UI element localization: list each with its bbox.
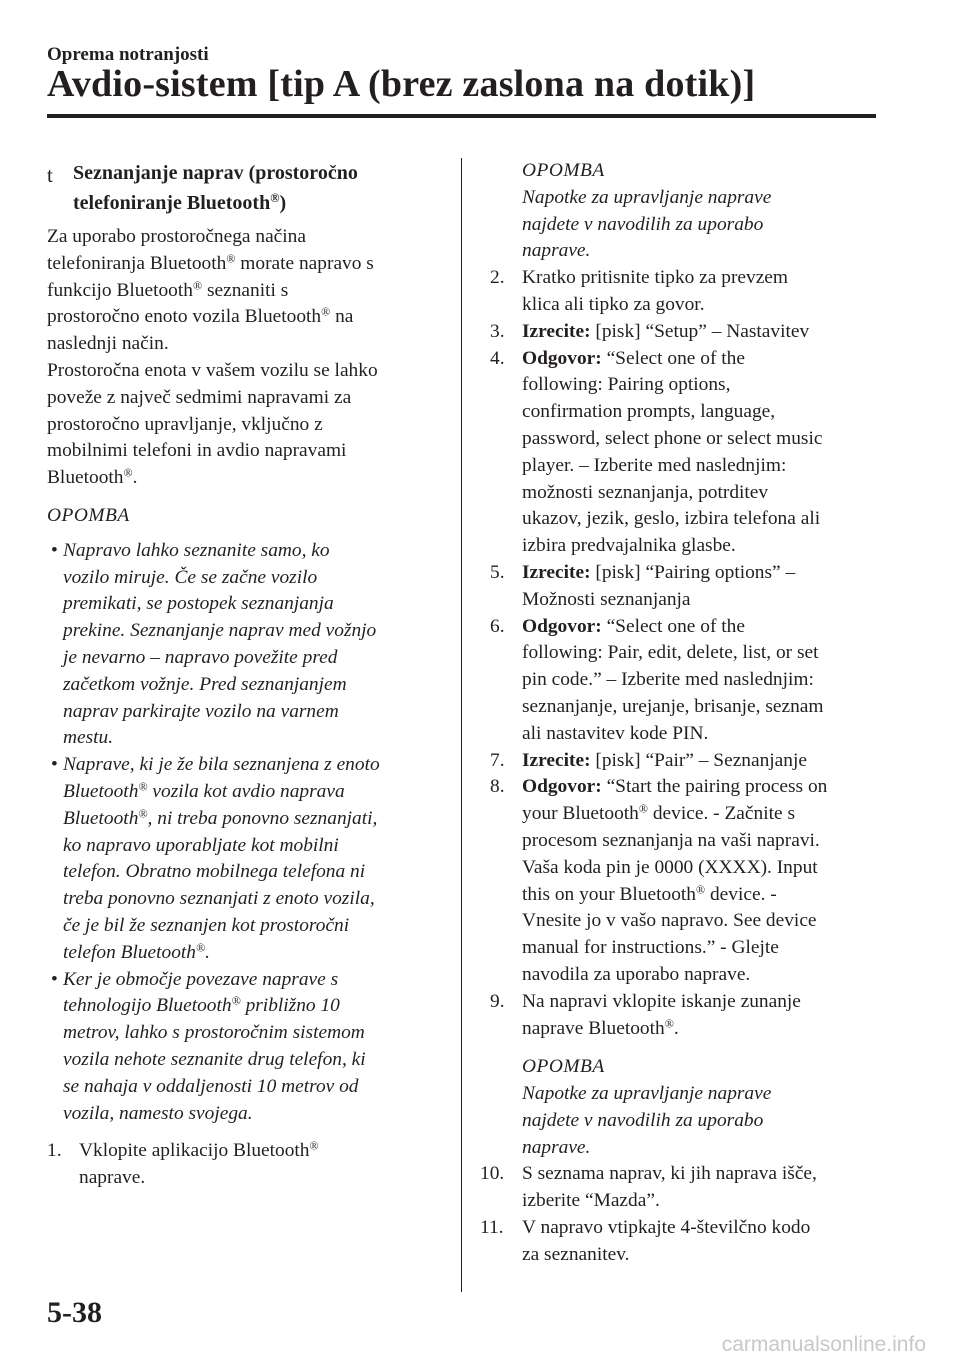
step-number: 2.: [490, 267, 505, 289]
note-block-bottom: OPOMBA Napotke za upravljanje naprave najdete v navodilih za uporabo naprave.: [490, 1054, 880, 1161]
page-number: 5-38: [47, 1296, 102, 1329]
watermark: carmanualsonline.info: [721, 1333, 926, 1356]
note-label: OPOMBA: [522, 1056, 605, 1078]
note-block-top: OPOMBA Napotke za upravljanje naprave najdete v navodilih za uporabo naprave.: [490, 158, 880, 265]
bullet-dot-icon: •: [51, 754, 58, 776]
step-3: 3. Izrecite: [pisk] “Setup” – Nastavitev: [490, 319, 880, 346]
step-number: 6.: [490, 615, 505, 637]
section-heading: [47, 158, 442, 218]
step-4: 4. Odgovor: “Select one of the following: Pairing options, confirmation prompts, language, password, select phone or select music player. – Izberite med naslednjim: možnosti seznanjanja, potrditev ukazov, jezik, geslo, izbira telefona ali izbira predvajalnika glasbe.: [490, 347, 823, 557]
bullet-dot-icon: •: [51, 968, 58, 990]
registered-mark: ®: [695, 881, 706, 896]
header-rule: [47, 114, 876, 118]
step-1: 1. Vklopite aplikacijo Bluetooth® naprave.: [47, 1138, 319, 1189]
intro-paragraph-1: Za uporabo prostoročnega načina telefoniranja Bluetooth® morate napravo s funkcijo Bluetooth® seznaniti s prostoročno enoto vozila Bluetooth® na naslednji način.: [47, 226, 374, 355]
page-title: Avdio-sistem [tip A (brez zaslona na dotik)]: [47, 63, 756, 105]
step-7: 7. Izrecite: [pisk] “Pair” – Seznanjanje: [490, 748, 880, 775]
bullet-dot-icon: •: [51, 539, 58, 561]
registered-mark: ®: [226, 251, 236, 266]
note-bullet-3: • Ker je območje povezave naprave s tehnologijo Bluetooth® približno 10 metrov, lahko s prostoročnim sistemom vozila nehote seznanite drug telefon, ki se nahaja v oddaljenosti 10 metrov od vozila, namesto svojega.: [51, 968, 366, 1124]
registered-mark: ®: [123, 465, 133, 480]
column-divider: [461, 158, 462, 1292]
step-number: 3.: [490, 320, 505, 342]
step-8: 8. Odgovor: “Start the pairing process on your Bluetooth® device. - Začnite s procesom seznanjanja na vaši napravi. Vaša koda pin je 0000 (XXXX). Input this on your Bluetooth® device. - Vnesite jo v vašo napravo. See device manual for instructions.” - Glejte navodila za uporabo naprave.: [490, 776, 828, 985]
heading-line-1: Seznanjanje naprav (prostoročno: [73, 162, 358, 184]
step-11: 11. V napravo vtipkajte 4-številčno kodo za seznanitev.: [480, 1217, 811, 1265]
section-marker-icon: t: [47, 163, 53, 187]
right-column: [480, 158, 880, 1269]
note-bullet-1: • Napravo lahko seznanite samo, ko vozilo miruje. Če se začne vozilo premikati, se postopek seznanjanja prekine. Seznanjanje naprav med vožnjo je nevarno – napravo povežite pred začetkom vožnje. Pred seznanjanjem naprav parkirajte vozilo na varnem mestu.: [51, 539, 377, 749]
note-bullet-2: • Naprave, ki je že bila seznanjena z enoto Bluetooth® vozila kot avdio naprava Bluetooth®, ni treba ponovno seznanjati, ko napravo uporabljate kot mobilni telefon. Obratno mobilnega telefona ni treba ponovno seznanjati z enoto vozila, če je bil že seznanjen kot prostoročni telefon Bluetooth®.: [51, 754, 380, 963]
step-5: 5. Izrecite: [pisk] “Pairing options” – Možnosti seznanjanja: [490, 561, 796, 610]
registered-mark: ®: [192, 277, 203, 292]
step-number: 10.: [480, 1163, 505, 1185]
note-label: OPOMBA: [522, 160, 605, 181]
step-number: 11.: [480, 1217, 504, 1239]
step-6: 6. Odgovor: “Select one of the following: Pair, edit, delete, list, or set pin code.” – Izberite med naslednjim: seznanjanje, urejanje, brisanje, seznam ali nastavitev kode PIN.: [490, 615, 824, 744]
registered-mark: ®: [196, 940, 206, 955]
registered-mark: ®: [309, 1138, 319, 1153]
registered-mark: ®: [138, 779, 148, 794]
step-number: 8.: [490, 776, 505, 798]
step-9: 9. Na napravi vklopite iskanje zunanje naprave Bluetooth®.: [490, 990, 801, 1039]
step-number: 7.: [490, 749, 505, 771]
step-2: 2. Kratko pritisnite tipko za prevzem klica ali tipko za govor.: [490, 267, 788, 315]
step-10: 10. S seznama naprav, ki jih naprava išče, izberite “Mazda”.: [480, 1163, 817, 1212]
registered-mark: ®: [664, 1015, 674, 1030]
section-label: Oprema notranjosti: [47, 44, 209, 65]
registered-mark: ®: [638, 801, 649, 816]
registered-mark: ®: [231, 993, 241, 1008]
note-label: OPOMBA: [47, 504, 130, 526]
intro-paragraph-2: Prostoročna enota v vašem vozilu se lahko poveže z največ sedmimi napravami za prostoročno upravljanje, vključno z mobilnimi telefoni in avdio napravami Bluetooth®.: [47, 359, 378, 489]
left-column: [47, 158, 442, 1192]
step-number: 9.: [490, 990, 505, 1012]
registered-mark: ®: [321, 304, 331, 319]
registered-mark: ®: [270, 191, 280, 206]
heading-line-2: telefoniranje Bluetooth®): [73, 191, 287, 214]
step-number: 4.: [490, 347, 505, 369]
step-number: 1.: [47, 1140, 62, 1162]
registered-mark: ®: [138, 806, 148, 821]
step-number: 5.: [490, 561, 505, 583]
